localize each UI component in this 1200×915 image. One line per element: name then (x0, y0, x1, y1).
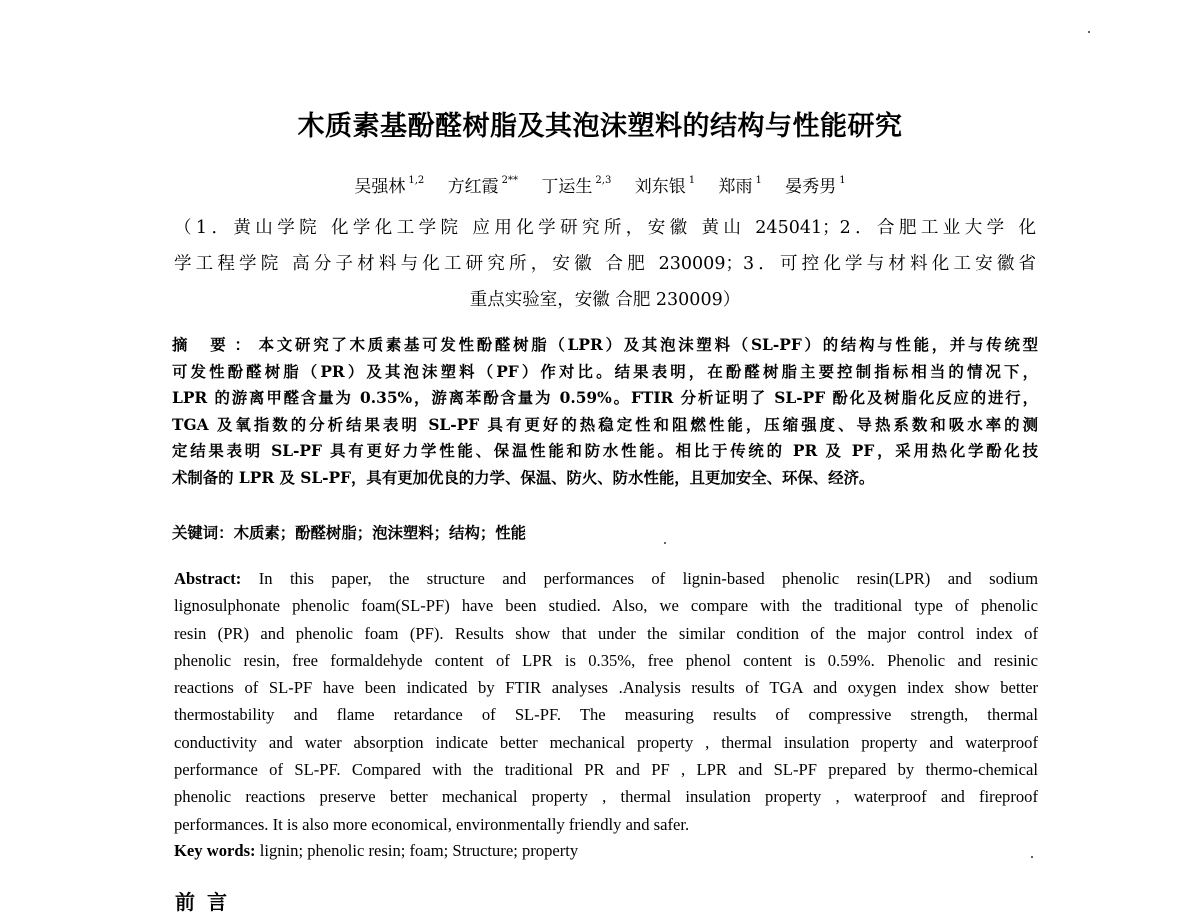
author: 丁运生 $^{2,3}$ (541, 175, 612, 197)
abstract-line: resin (PR) and phenolic foam (PF). Results show that under the similar condition of the major control index of (174, 623, 1038, 643)
keywords-label: 关键词： (172, 524, 234, 542)
abstract-line: Abstract: In this paper, the structure and performances of lignin-based phenolic resin(LPR) and sodium (174, 569, 1038, 588)
author: 刘东银 $^1$ (634, 175, 696, 197)
affiliations (174, 210, 1036, 318)
abstract-line: lignosulphonate phenolic foam(SL-PF) have been studied. Also, we compare with the traditional type of phenolic (174, 596, 1038, 616)
author-list (0, 172, 1200, 197)
abstract-line: performances. It is also more economical, environmentally friendly and safer. (174, 814, 690, 834)
abstract-line: 术制备的 LPR 及 SL-PF，具有更加优良的力学、保温、防火、防水性能，且更加安全、环保、经济。 (172, 468, 875, 487)
abstract-label: 摘 要： (172, 336, 259, 354)
scan-speck (664, 542, 666, 544)
abstract-line: reactions of SL-PF have been indicated by FTIR analyses .Analysis results of TGA and oxygen index show better (174, 678, 1038, 698)
keywords-text: lignin; phenolic resin; foam; Structure; property (259, 841, 579, 860)
abstract-line: performance of SL-PF. Compared with the traditional PR and PF , LPR and SL-PF prepared by thermo-chemical (174, 760, 1038, 780)
abstract-line: 可发性酚醛树脂（PR）及其泡沫塑料（PF）作对比。结果表明，在酚醛树脂主要控制指标相当的情况下， (172, 362, 1038, 381)
abstract-line: conductivity and water absorption indicate better mechanical property , thermal insulation property and waterproof (174, 732, 1038, 752)
section-heading: 前言 (175, 890, 239, 914)
author: 晏秀男 $^1$ (785, 175, 846, 197)
abstract-line: 定结果表明 SL-PF 具有更好力学性能、保温性能和防水性能。相比于传统的 PR 及 PF，采用热化学酚化技 (172, 442, 1038, 461)
scan-speck (1031, 856, 1033, 858)
affiliation-line: 学工程学院 高分子材料与化工研究所，安徽 合肥 230009；3．可控化学与材料化工安徽省 (174, 254, 1036, 274)
scan-speck (1088, 31, 1090, 33)
abstract-label: Abstract: (174, 569, 242, 588)
abstract-line: LPR 的游离甲醛含量为 0.35%，游离苯酚含量为 0.59%。FTIR 分析证明了 SL-PF 酚化及树脂化反应的进行， (172, 389, 1038, 408)
abstract-line: TGA 及氧指数的分析结果表明 SL-PF 具有更好的热稳定性和阻燃性能，压缩强度、导热系数和吸水率的测 (172, 415, 1038, 434)
author: 方红霞 $^{2**}$ (447, 175, 519, 197)
english-keywords (174, 841, 1038, 861)
chinese-keywords (172, 521, 1038, 543)
abstract-line: phenolic reactions preserve better mechanical property , thermal insulation property , waterproof and fireproof (174, 787, 1038, 807)
abstract-line: phenolic resin, free formaldehyde content of LPR is 0.35%, free phenol content is 0.59%. Phenolic and resinic (174, 650, 1038, 670)
abstract-line: 摘 要：本文研究了木质素基可发性酚醛树脂（LPR）及其泡沫塑料（SL-PF）的结构与性能，并与传统型 (172, 336, 1039, 354)
author: 郑雨 $^1$ (718, 175, 762, 197)
english-abstract (174, 565, 1038, 838)
affiliation-line: （1．黄山学院 化学化工学院 应用化学研究所，安徽 黄山 245041；2．合肥工业大学 化 (174, 218, 1036, 238)
paper-title: 木质素基酚醛树脂及其泡沫塑料的结构与性能研究 (297, 111, 903, 142)
affiliation-line: 重点实验室，安徽 合肥 230009） (469, 290, 741, 310)
abstract-line: thermostability and flame retardance of SL-PF. The measuring results of compressive strength, thermal (174, 705, 1038, 725)
author: 吴强林 $^{1,2}$ (354, 175, 425, 197)
chinese-abstract (172, 332, 1038, 492)
keywords-text: 木质素；酚醛树脂；泡沫塑料；结构；性能 (233, 524, 527, 542)
keywords-label: Key words: (174, 841, 256, 860)
